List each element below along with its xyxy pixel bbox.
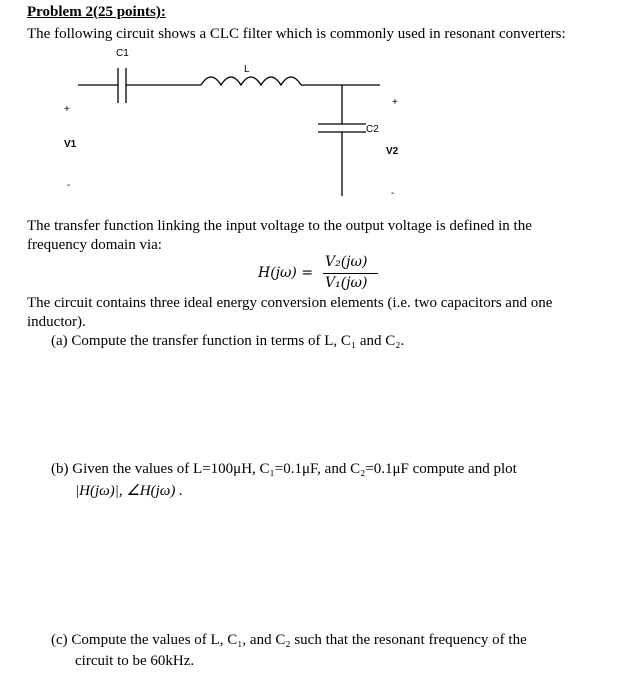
c2-label: C2 [366, 124, 379, 135]
equation-lhs: H(jω) = [258, 265, 314, 281]
part-c-line2: circuit to be 60kHz. [75, 653, 195, 669]
v2-plus-sign: + [392, 97, 398, 108]
v2-minus-sign: - [391, 188, 395, 199]
equation-denominator: V₁(jω) [325, 275, 368, 291]
problem-intro: The following circuit shows a CLC filter which is commonly used in resonant converters: [27, 26, 566, 42]
elements-text-line1: The circuit contains three ideal energy conversion elements (i.e. two capacitors and one [27, 295, 553, 311]
v1-plus-sign: + [64, 104, 70, 115]
transfer-text-line1: The transfer function linking the input voltage to the output voltage is defined in the [27, 218, 532, 234]
v1-label: V1 [64, 139, 77, 150]
v1-minus-sign: - [67, 180, 71, 191]
fraction-bar [323, 273, 378, 274]
problem-title: Problem 2(25 points): [27, 4, 166, 20]
transfer-text-line2: frequency domain via: [27, 237, 162, 253]
c1-label: C1 [116, 48, 129, 59]
equation-numerator: V₂(jω) [325, 254, 368, 270]
part-a: (a) Compute the transfer function in terms of L, C₁ and C₂. [51, 333, 405, 349]
part-c-line1: (c) Compute the values of L, C₁, and C₂ such that the resonant frequency of the [51, 632, 527, 648]
v2-label: V2 [386, 146, 399, 157]
part-b-line2: |H(jω)|, ∠H(jω) . [75, 483, 183, 499]
elements-text-line2: inductor). [27, 314, 86, 330]
inductor-coil [201, 77, 301, 85]
part-b-line1: (b) Given the values of L=100μH, C₁=0.1μF, and C₂=0.1μF compute and plot [51, 461, 517, 477]
inductor-label: L [244, 64, 250, 75]
